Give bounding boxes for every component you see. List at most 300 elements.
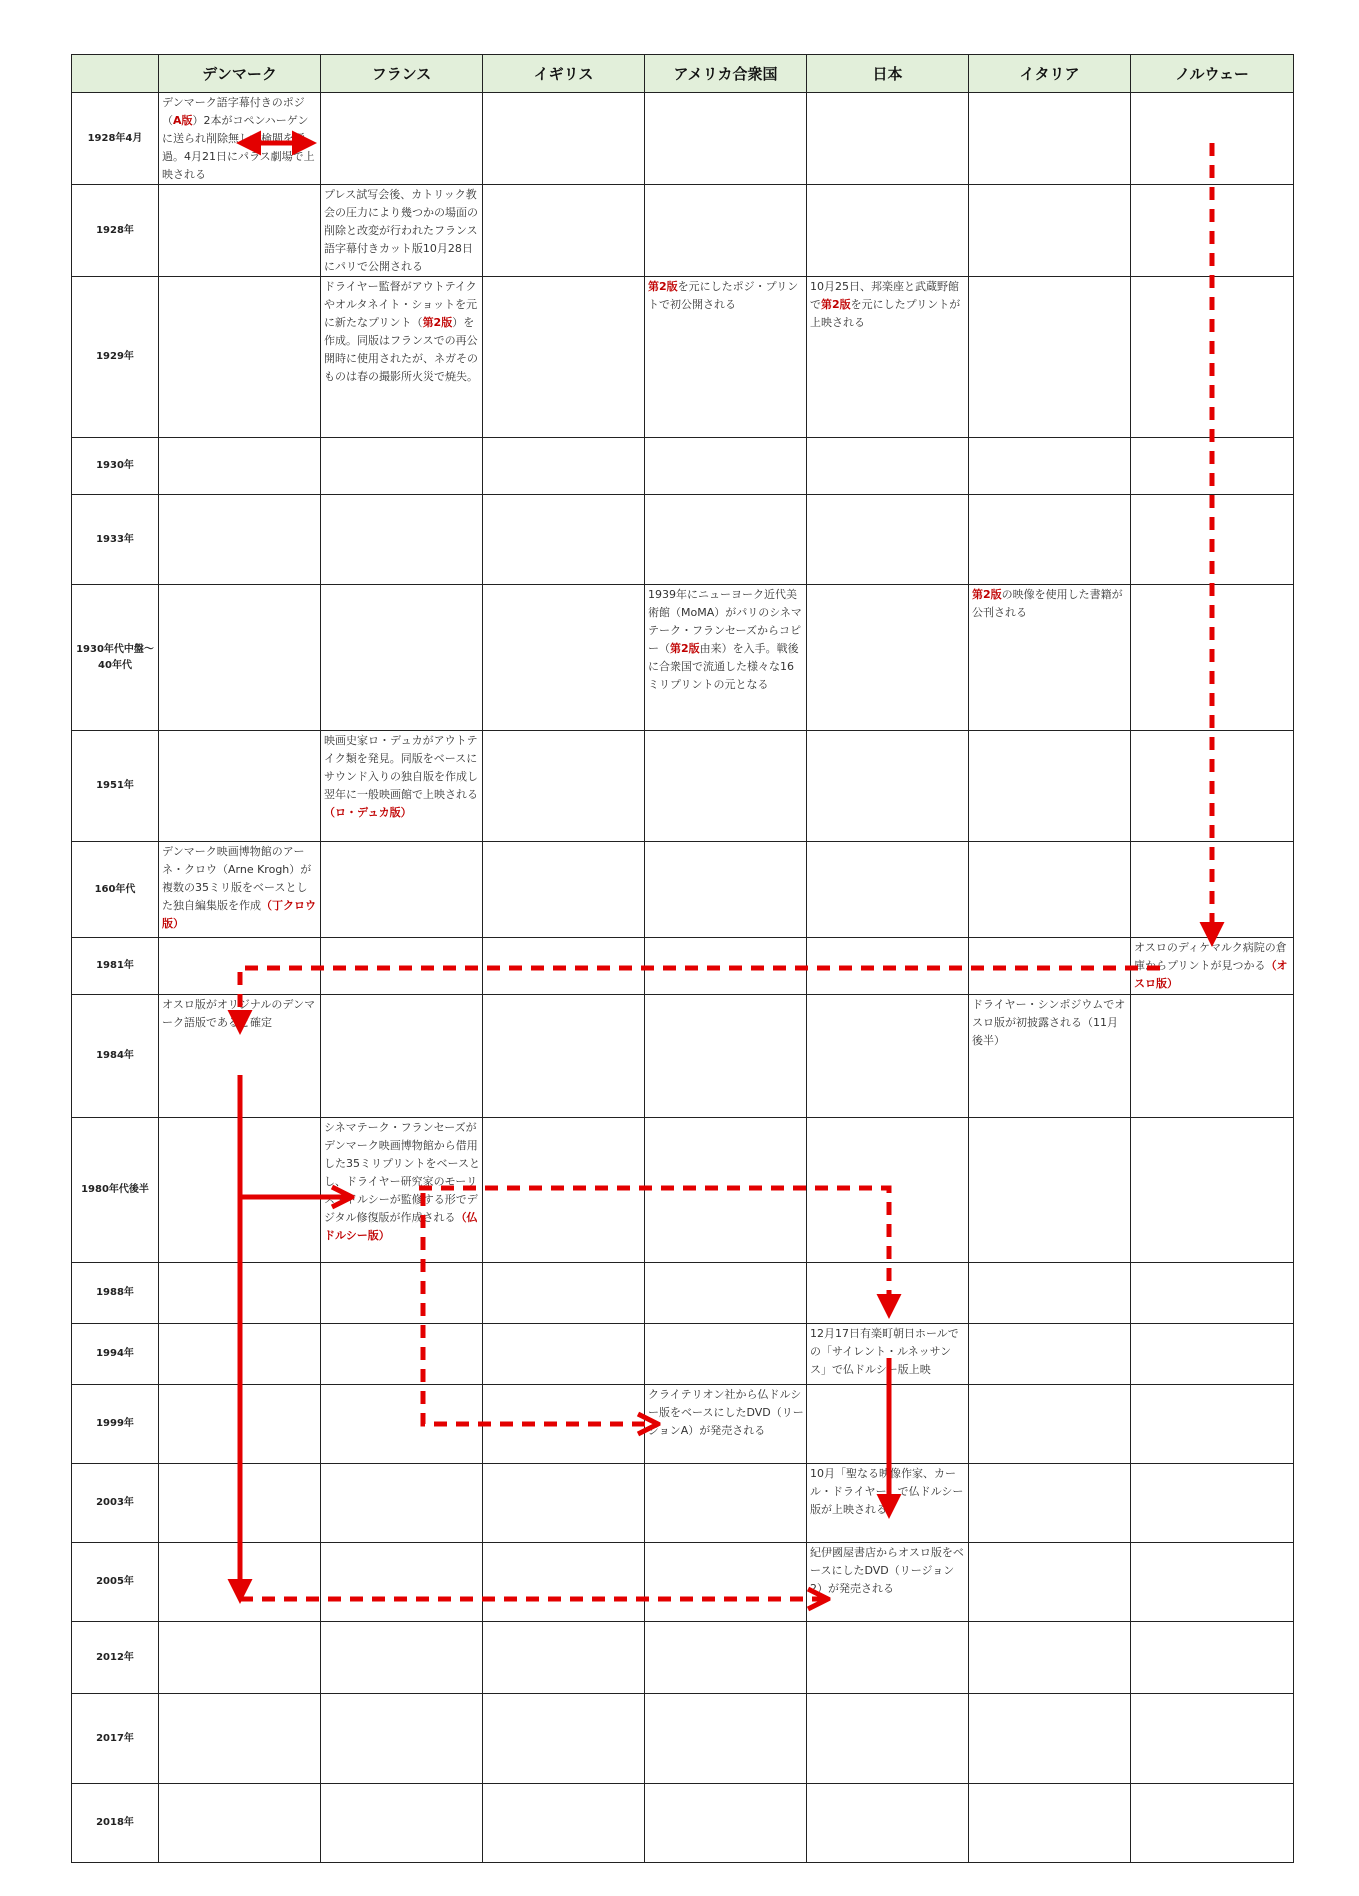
event-cell: [159, 731, 321, 842]
event-cell: [807, 731, 969, 842]
event-cell: [969, 1784, 1131, 1863]
event-cell: [969, 731, 1131, 842]
event-cell: [969, 1543, 1131, 1622]
event-text: [645, 1784, 806, 1785]
timeline-row: [72, 438, 1294, 495]
event-cell: [807, 438, 969, 495]
event-cell: [483, 938, 645, 995]
event-cell: [483, 1784, 645, 1863]
timeline-row: [72, 1694, 1294, 1784]
event-cell: [483, 93, 645, 185]
event-cell: [1131, 185, 1294, 277]
event-text: [159, 1118, 320, 1119]
event-text: [807, 1263, 968, 1264]
event-cell: [321, 1543, 483, 1622]
event-text: プレス試写会後、カトリック教会の圧力により幾つかの場面の削除と改変が行われたフランス語字幕付きカット版10月28日にパリで公開される: [324, 188, 478, 273]
event-cell: [159, 1622, 321, 1694]
event-cell: [159, 842, 321, 938]
event-text: [807, 185, 968, 186]
timeline-row: [72, 277, 1294, 438]
year-cell: 2003年: [72, 1464, 159, 1543]
event-cell: [645, 1622, 807, 1694]
event-text: [645, 938, 806, 939]
event-text: [483, 1784, 644, 1785]
event-cell: [1131, 93, 1294, 185]
event-cell: [645, 1784, 807, 1863]
event-text: [159, 495, 320, 496]
event-text: [321, 585, 482, 586]
event-cell: [969, 1622, 1131, 1694]
event-text: シネマテーク・フランセーズがデンマーク映画博物館から借用した35ミリプリントをベースとし、ドライヤー研究家のモーリス・ドルシーが監修する形でデジタル修復版が作成される（仏ドルシー版）: [324, 1121, 481, 1242]
event-cell: [807, 1784, 969, 1863]
event-cell: [807, 585, 969, 731]
event-text: [969, 1324, 1130, 1325]
timeline-row: [72, 585, 1294, 731]
event-text: [159, 585, 320, 586]
event-text: [1131, 438, 1293, 439]
event-text: [321, 842, 482, 843]
event-cell: [483, 1464, 645, 1543]
event-cell: [483, 1263, 645, 1324]
event-cell: [321, 495, 483, 585]
year-cell: 1994年: [72, 1324, 159, 1385]
event-cell: [1131, 1543, 1294, 1622]
event-cell: [483, 1622, 645, 1694]
event-cell: [645, 842, 807, 938]
country-header: デンマーク: [159, 55, 321, 93]
event-text: [1131, 585, 1293, 586]
event-text: クライテリオン社から仏ドルシー版をベースにしたDVD（リージョンA）が発売される: [648, 1388, 804, 1437]
event-cell: [1131, 1694, 1294, 1784]
event-cell: [483, 1324, 645, 1385]
event-cell: [969, 938, 1131, 995]
country-header: フランス: [321, 55, 483, 93]
event-text: [321, 438, 482, 439]
year-cell: 2005年: [72, 1543, 159, 1622]
year-cell: 1984年: [72, 995, 159, 1118]
event-text: [969, 93, 1130, 94]
year-cell: 1981年: [72, 938, 159, 995]
event-text: [1131, 495, 1293, 496]
event-text: [321, 938, 482, 939]
event-text: [1131, 185, 1293, 186]
event-cell: [1131, 995, 1294, 1118]
event-text: [1131, 1118, 1293, 1119]
event-text: [159, 1324, 320, 1325]
event-cell: [483, 995, 645, 1118]
event-cell: [321, 185, 483, 277]
event-cell: [159, 1385, 321, 1464]
event-cell: [969, 842, 1131, 938]
event-text: [645, 995, 806, 996]
event-cell: [1131, 495, 1294, 585]
event-cell: [483, 1118, 645, 1263]
event-cell: [969, 93, 1131, 185]
event-text: [483, 842, 644, 843]
year-cell: 1933年: [72, 495, 159, 585]
event-cell: [159, 277, 321, 438]
event-text: [159, 1543, 320, 1544]
event-cell: [807, 1263, 969, 1324]
event-text: [159, 1622, 320, 1623]
event-text: [321, 495, 482, 496]
event-text: [969, 277, 1130, 278]
event-text: [159, 1263, 320, 1264]
event-cell: [159, 438, 321, 495]
event-cell: [321, 1118, 483, 1263]
event-cell: [1131, 585, 1294, 731]
event-cell: [159, 1263, 321, 1324]
event-text: [321, 1385, 482, 1386]
event-cell: [483, 495, 645, 585]
event-cell: [321, 1784, 483, 1863]
event-text: [483, 1694, 644, 1695]
event-cell: [645, 93, 807, 185]
event-text: [807, 93, 968, 94]
year-cell: 1929年: [72, 277, 159, 438]
country-header: ノルウェー: [1131, 55, 1294, 93]
event-text: [321, 1784, 482, 1785]
event-text: 第2版の映像を使用した書籍が公刊される: [972, 588, 1123, 619]
event-text: [483, 1464, 644, 1465]
event-cell: [483, 585, 645, 731]
header-row: [72, 55, 1294, 93]
event-cell: [807, 495, 969, 585]
event-text: [969, 1263, 1130, 1264]
event-cell: [483, 1385, 645, 1464]
event-text: ドライヤー・シンポジウムでオスロ版が初披露される（11月後半）: [972, 998, 1126, 1047]
event-cell: [807, 1694, 969, 1784]
event-cell: [159, 495, 321, 585]
country-header: イギリス: [483, 55, 645, 93]
timeline-row: [72, 1784, 1294, 1863]
event-cell: [159, 1694, 321, 1784]
event-text: [159, 1385, 320, 1386]
event-text: [807, 1385, 968, 1386]
year-cell: 1928年: [72, 185, 159, 277]
event-text: オスロ版がオリジナルのデンマーク語版であると確定: [162, 998, 316, 1029]
event-cell: [321, 585, 483, 731]
event-text: [807, 1694, 968, 1695]
event-text: [969, 438, 1130, 439]
event-cell: [1131, 938, 1294, 995]
event-cell: [969, 1263, 1131, 1324]
event-text: [321, 1694, 482, 1695]
timeline-row: [72, 938, 1294, 995]
event-text: 映画史家ロ・デュカがアウトテイク類を発見。同版をベースにサウンド入りの独自版を作成し翌年に一般映画館で上映される（ロ・デュカ版）: [324, 734, 478, 819]
event-text: 12月17日有楽町朝日ホールでの「サイレント・ルネッサンス」で仏ドルシー版上映: [810, 1327, 959, 1376]
event-text: [645, 1324, 806, 1325]
event-text: [969, 1385, 1130, 1386]
timeline-row: [72, 495, 1294, 585]
event-cell: [645, 731, 807, 842]
event-text: [321, 1464, 482, 1465]
event-text: [645, 93, 806, 94]
event-text: [483, 995, 644, 996]
timeline-row: [72, 1324, 1294, 1385]
event-cell: [321, 1694, 483, 1784]
event-text: [1131, 731, 1293, 732]
event-cell: [321, 995, 483, 1118]
country-header: イタリア: [969, 55, 1131, 93]
event-cell: [1131, 1464, 1294, 1543]
event-text: [645, 1694, 806, 1695]
event-text: [321, 1263, 482, 1264]
event-cell: [645, 495, 807, 585]
event-cell: [969, 585, 1131, 731]
year-cell: 1980年代後半: [72, 1118, 159, 1263]
event-text: [969, 495, 1130, 496]
event-text: [1131, 1694, 1293, 1695]
event-text: [483, 1622, 644, 1623]
event-cell: [807, 938, 969, 995]
event-text: [1131, 277, 1293, 278]
event-cell: [1131, 438, 1294, 495]
event-cell: [321, 277, 483, 438]
year-cell: 1928年4月: [72, 93, 159, 185]
event-cell: [159, 1464, 321, 1543]
event-cell: [159, 1784, 321, 1863]
event-text: [483, 585, 644, 586]
event-cell: [1131, 1263, 1294, 1324]
event-text: [483, 731, 644, 732]
year-cell: 1951年: [72, 731, 159, 842]
timeline-row: [72, 1543, 1294, 1622]
event-text: [969, 1784, 1130, 1785]
event-text: [321, 1543, 482, 1544]
timeline-row: [72, 731, 1294, 842]
event-cell: [807, 1118, 969, 1263]
timeline-row: [72, 185, 1294, 277]
event-text: [807, 438, 968, 439]
event-cell: [807, 1324, 969, 1385]
event-text: [483, 277, 644, 278]
event-text: [645, 1263, 806, 1264]
event-cell: [483, 731, 645, 842]
event-text: [969, 1694, 1130, 1695]
timeline-row: [72, 1385, 1294, 1464]
event-cell: [969, 1118, 1131, 1263]
event-text: [1131, 995, 1293, 996]
event-text: [645, 438, 806, 439]
event-text: [969, 842, 1130, 843]
event-text: オスロのディケマルク病院の倉庫からプリントが見つかる（オスロ版）: [1134, 941, 1288, 990]
year-cell: 2018年: [72, 1784, 159, 1863]
event-cell: [645, 1324, 807, 1385]
event-text: [807, 731, 968, 732]
event-text: [645, 842, 806, 843]
event-text: [645, 185, 806, 186]
event-cell: [1131, 1118, 1294, 1263]
event-text: [483, 1324, 644, 1325]
event-text: [969, 1118, 1130, 1119]
event-text: 10月「聖なる映像作家、カール・ドライヤー」で仏ドルシー版が上映される: [810, 1467, 964, 1516]
event-cell: [159, 938, 321, 995]
event-cell: [969, 185, 1131, 277]
event-text: [483, 1543, 644, 1544]
timeline-row: [72, 1464, 1294, 1543]
event-cell: [321, 842, 483, 938]
event-text: [1131, 1324, 1293, 1325]
event-text: 1939年にニューヨーク近代美術館（MoMA）がパリのシネマテーク・フランセーズからコピー（第2版由来）を入手。戦後に合衆国で流通した様々な16ミリプリントの元となる: [648, 588, 802, 691]
event-text: [159, 1784, 320, 1785]
event-text: [321, 1324, 482, 1325]
event-text: [483, 438, 644, 439]
event-text: [969, 731, 1130, 732]
event-text: [321, 93, 482, 94]
event-text: ドライヤー監督がアウトテイクやオルタネイト・ショットを元に新たなプリント（第2版）を作成。同版はフランスでの再公開時に使用されたが、ネガそのものは春の撮影所火災で焼失。: [324, 280, 478, 383]
event-cell: [969, 995, 1131, 1118]
event-text: [483, 938, 644, 939]
event-cell: [807, 995, 969, 1118]
event-cell: [969, 1464, 1131, 1543]
event-cell: [159, 185, 321, 277]
event-text: [645, 1118, 806, 1119]
timeline-row: [72, 93, 1294, 185]
event-text: [1131, 1543, 1293, 1544]
event-text: [321, 1622, 482, 1623]
event-text: [807, 585, 968, 586]
event-text: [807, 1118, 968, 1119]
timeline-row: [72, 1118, 1294, 1263]
year-cell: 2017年: [72, 1694, 159, 1784]
event-cell: [159, 1543, 321, 1622]
event-cell: [1131, 1784, 1294, 1863]
event-cell: [321, 1324, 483, 1385]
event-text: [1131, 1263, 1293, 1264]
event-cell: [969, 277, 1131, 438]
event-text: [969, 1464, 1130, 1465]
country-header: 日本: [807, 55, 969, 93]
event-text: デンマーク映画博物館のアーネ・クロウ（Arne Krogh）が複数の35ミリ版をベースとした独自編集版を作成（丁クロウ版）: [162, 845, 316, 930]
event-text: [1131, 1622, 1293, 1623]
event-cell: [807, 1543, 969, 1622]
event-cell: [483, 438, 645, 495]
event-text: [807, 842, 968, 843]
event-cell: [645, 1385, 807, 1464]
event-cell: [807, 842, 969, 938]
event-text: [159, 731, 320, 732]
event-text: 紀伊國屋書店からオスロ版をベースにしたDVD（リージョン2）が発売される: [810, 1546, 964, 1595]
event-cell: [645, 1464, 807, 1543]
year-cell: 160年代: [72, 842, 159, 938]
event-cell: [807, 93, 969, 185]
event-cell: [1131, 277, 1294, 438]
event-cell: [483, 277, 645, 438]
event-cell: [645, 938, 807, 995]
event-cell: [807, 1464, 969, 1543]
event-text: [159, 938, 320, 939]
event-cell: [1131, 842, 1294, 938]
event-cell: [1131, 1622, 1294, 1694]
event-cell: [321, 1263, 483, 1324]
event-text: [807, 995, 968, 996]
year-cell: 1999年: [72, 1385, 159, 1464]
event-cell: [483, 1694, 645, 1784]
event-cell: [321, 938, 483, 995]
event-cell: [483, 185, 645, 277]
event-cell: [159, 1324, 321, 1385]
event-cell: [807, 1622, 969, 1694]
country-header: アメリカ合衆国: [645, 55, 807, 93]
event-text: [969, 1543, 1130, 1544]
corner-cell: [72, 55, 159, 93]
event-text: [969, 938, 1130, 939]
event-text: [645, 1622, 806, 1623]
event-text: [483, 1385, 644, 1386]
event-cell: [969, 1324, 1131, 1385]
event-cell: [321, 731, 483, 842]
event-cell: [321, 1622, 483, 1694]
event-cell: [645, 438, 807, 495]
year-cell: 2012年: [72, 1622, 159, 1694]
event-text: [483, 93, 644, 94]
event-text: [1131, 842, 1293, 843]
timeline-row: [72, 1263, 1294, 1324]
event-cell: [645, 185, 807, 277]
timeline-row: [72, 995, 1294, 1118]
event-text: [807, 938, 968, 939]
event-text: [807, 495, 968, 496]
event-cell: [645, 1543, 807, 1622]
event-text: [159, 277, 320, 278]
timeline-table: [71, 54, 1294, 1863]
event-cell: [321, 93, 483, 185]
event-text: デンマーク語字幕付きのポジ（A版）2本がコペンハーゲンに送られ削除無しで検閲を通過。4月21日にパラス劇場で上映される: [162, 96, 315, 181]
event-cell: [1131, 1324, 1294, 1385]
year-cell: 1930年代中盤〜40年代: [72, 585, 159, 731]
event-cell: [645, 277, 807, 438]
event-cell: [645, 585, 807, 731]
event-text: [159, 1694, 320, 1695]
event-cell: [159, 585, 321, 731]
event-text: [969, 185, 1130, 186]
event-cell: [807, 277, 969, 438]
event-cell: [483, 1543, 645, 1622]
event-text: [483, 1118, 644, 1119]
event-text: [483, 1263, 644, 1264]
timeline-row: [72, 1622, 1294, 1694]
year-cell: 1988年: [72, 1263, 159, 1324]
year-cell: 1930年: [72, 438, 159, 495]
event-cell: [969, 438, 1131, 495]
event-cell: [1131, 731, 1294, 842]
event-text: [807, 1622, 968, 1623]
event-cell: [159, 93, 321, 185]
event-text: [159, 438, 320, 439]
event-cell: [483, 842, 645, 938]
event-text: [645, 731, 806, 732]
event-text: [645, 1543, 806, 1544]
event-text: [807, 1784, 968, 1785]
event-text: [969, 1622, 1130, 1623]
event-text: [1131, 1385, 1293, 1386]
timeline-row: [72, 842, 1294, 938]
event-text: [159, 1464, 320, 1465]
event-cell: [159, 995, 321, 1118]
event-cell: [321, 1385, 483, 1464]
event-text: [159, 185, 320, 186]
event-text: [1131, 93, 1293, 94]
event-cell: [321, 1464, 483, 1543]
event-text: [645, 1464, 806, 1465]
event-cell: [969, 495, 1131, 585]
event-cell: [969, 1385, 1131, 1464]
event-cell: [807, 185, 969, 277]
event-cell: [645, 995, 807, 1118]
event-cell: [807, 1385, 969, 1464]
event-cell: [645, 1118, 807, 1263]
